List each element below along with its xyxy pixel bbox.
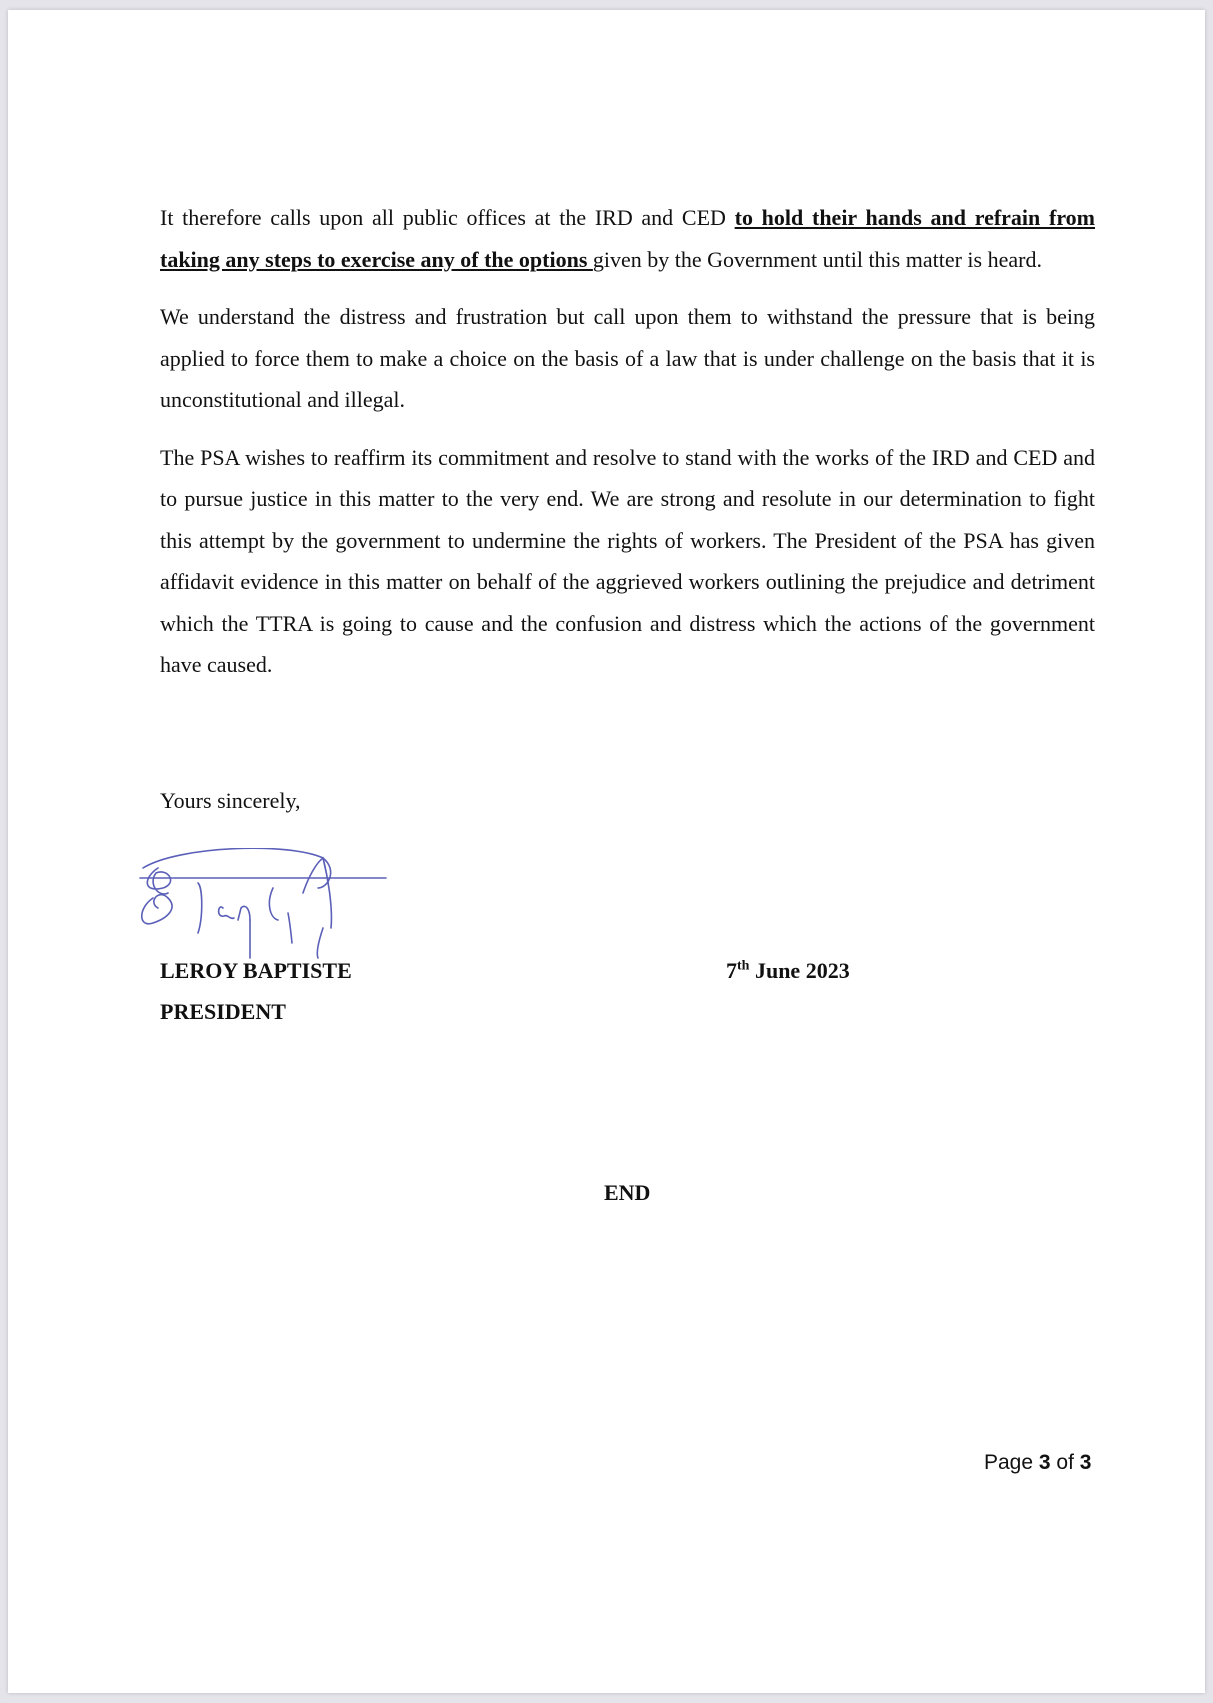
paragraph-3: The PSA wishes to reaffirm its commitment and resolve to stand with the works of the IRD and CED and to pursue justice in this matter to the very end. We are strong and resolute in our determination to fight this attempt by the government to undermine the rights of workers. The President of the PSA has given affidavit evidence in this matter on behalf of the aggrieved workers outlining the prejudice and detriment which the TTRA is going to cause and the confusion and distress which the actions of the government have caused. bbox=[160, 444, 1095, 677]
paragraph-1 bbox=[160, 197, 1095, 280]
page-current: 3 bbox=[1038, 1451, 1051, 1474]
page-word: Page bbox=[984, 1451, 1039, 1474]
paragraph-2: We understand the distress and frustration but call upon them to withstand the pressure that is being applied to force them to make a choice on the basis of a law that is under challenge on the basis that it is unconstitutional and illegal. bbox=[160, 304, 1095, 412]
signatory-title: PRESIDENT bbox=[160, 999, 286, 1024]
paragraph-1-text-start: It therefore calls upon all public offices at the IRD and CED bbox=[160, 205, 735, 230]
letter-date bbox=[726, 958, 850, 984]
signatory-name: LEROY BAPTISTE bbox=[160, 958, 352, 983]
document-page bbox=[8, 10, 1205, 1693]
page-total: 3 bbox=[1079, 1451, 1092, 1474]
paragraph-1-text-end: given by the Government until this matter is heard. bbox=[592, 246, 1042, 272]
page-of-word: of bbox=[1050, 1451, 1080, 1474]
date-suffix: th bbox=[737, 958, 750, 974]
date-day: 7 bbox=[726, 958, 737, 983]
letter-body bbox=[160, 197, 1095, 702]
closing-salutation: Yours sincerely, bbox=[160, 788, 301, 813]
handwritten-signature bbox=[138, 848, 388, 963]
paragraph-1-emphasis: to hold their hands and refrain from taking any steps to exercise any of the options bbox=[160, 205, 1096, 272]
page-number bbox=[984, 1451, 1091, 1475]
date-month-year: June 2023 bbox=[749, 958, 850, 983]
end-marker: END bbox=[604, 1180, 651, 1205]
